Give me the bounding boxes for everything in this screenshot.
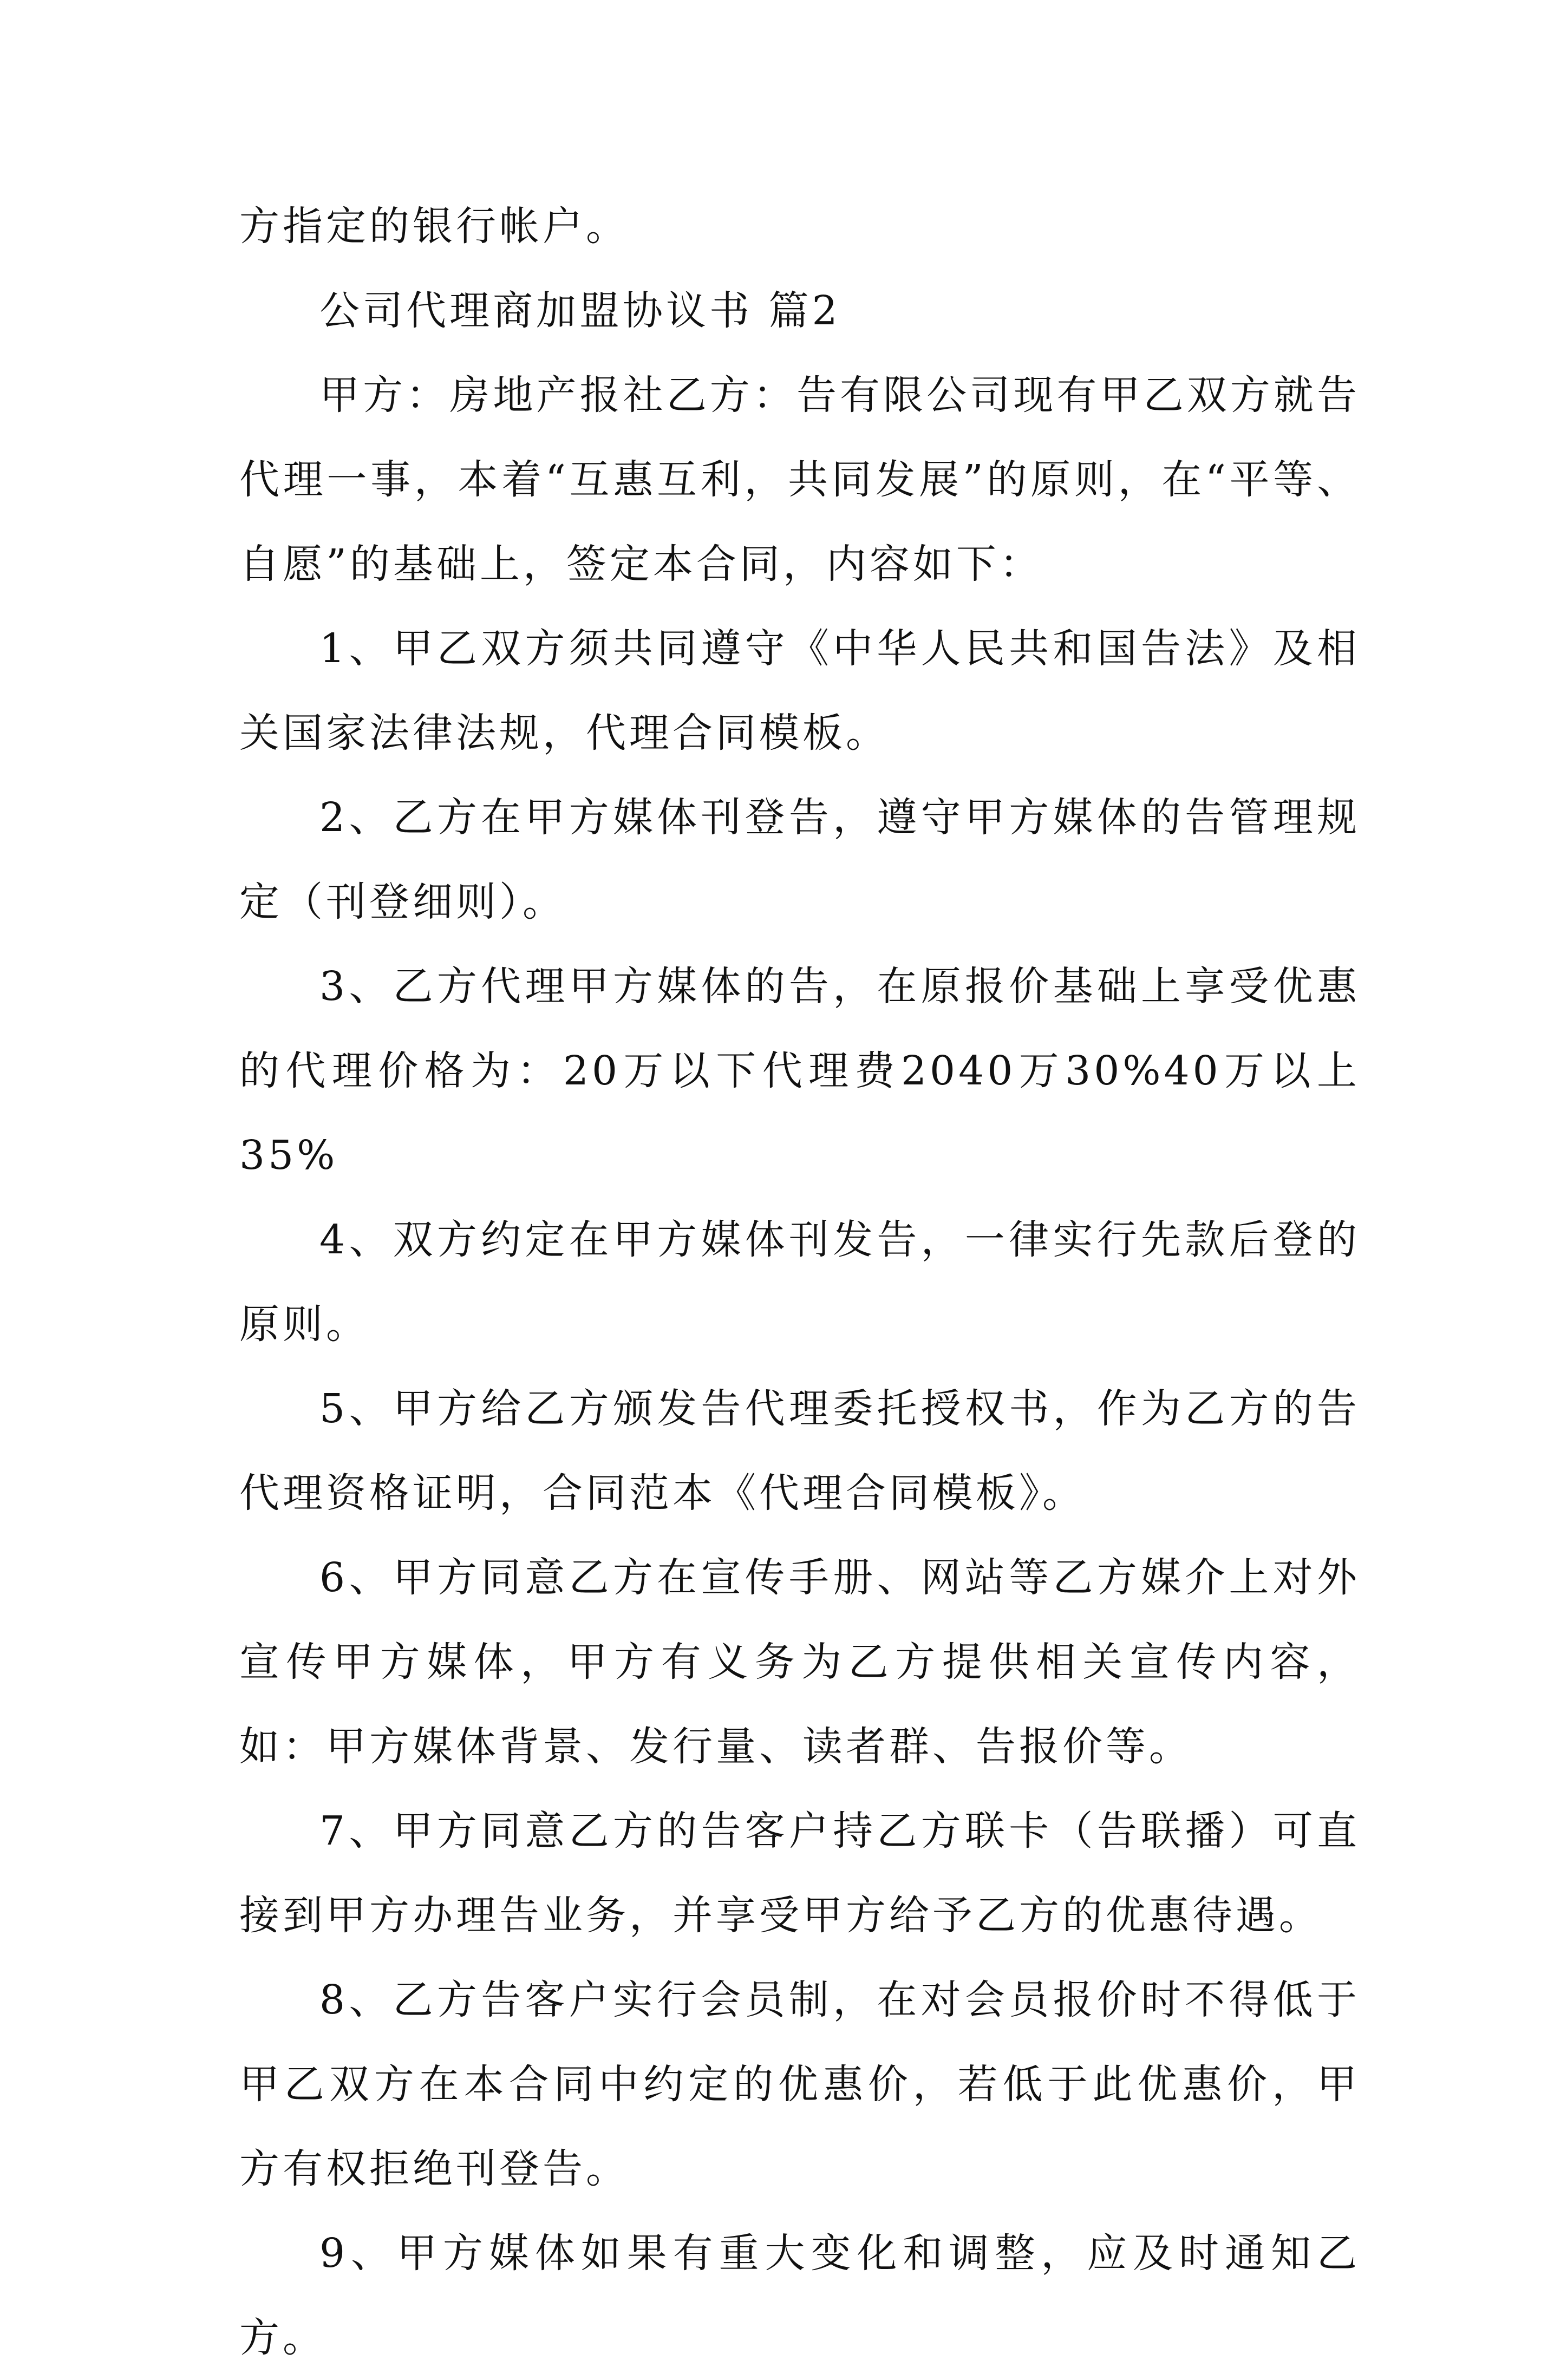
clause-4: 4、双方约定在甲方媒体刊发告，一律实行先款后登的原则。	[239, 1217, 1360, 1348]
clause-8: 8、乙方告客户实行会员制，在对会员报价时不得低于甲乙双方在本合同中约定的优惠价，若低于此优惠价，甲方有权拒绝刊登告。	[239, 1977, 1360, 2192]
clause-2: 2、乙方在甲方媒体刊登告，遵守甲方媒体的告管理规定（刊登细则）。	[239, 794, 1360, 925]
clause-9: 9、甲方媒体如果有重大变化和调整，应及时通知乙方。	[239, 2230, 1360, 2361]
clause-6: 6、甲方同意乙方在宣传手册、网站等乙方媒介上对外宣传甲方媒体，甲方有义务为乙方提供相关宣传内容，如：甲方媒体背景、发行量、读者群、告报价等。	[239, 1554, 1360, 1770]
document-body	[239, 184, 1360, 2380]
paragraph-bank-account: 方指定的银行帐户。	[239, 203, 629, 250]
clause-7: 7、甲方同意乙方的告客户持乙方联卡（告联播）可直接到甲方办理告业务，并享受甲方给予乙方的优惠待遇。	[239, 1808, 1360, 1939]
section-heading: 公司代理商加盟协议书 篇2	[319, 287, 841, 334]
clause-1: 1、甲乙双方须共同遵守《中华人民共和国告法》及相关国家法律法规，代理合同模板。	[239, 625, 1360, 756]
paragraph-intro: 甲方：房地产报社乙方：告有限公司现有甲乙双方就告代理一事，本着“互惠互利，共同发展”的原则，在“平等、自愿”的基础上，签定本合同，内容如下：	[239, 372, 1360, 587]
clause-5: 5、甲方给乙方颁发告代理委托授权书，作为乙方的告代理资格证明，合同范本《代理合同模板》。	[239, 1385, 1360, 1516]
clause-3: 3、乙方代理甲方媒体的告，在原报价基础上享受优惠的代理价格为：20万以下代理费2040万30%40万以上35%	[239, 963, 1360, 1179]
